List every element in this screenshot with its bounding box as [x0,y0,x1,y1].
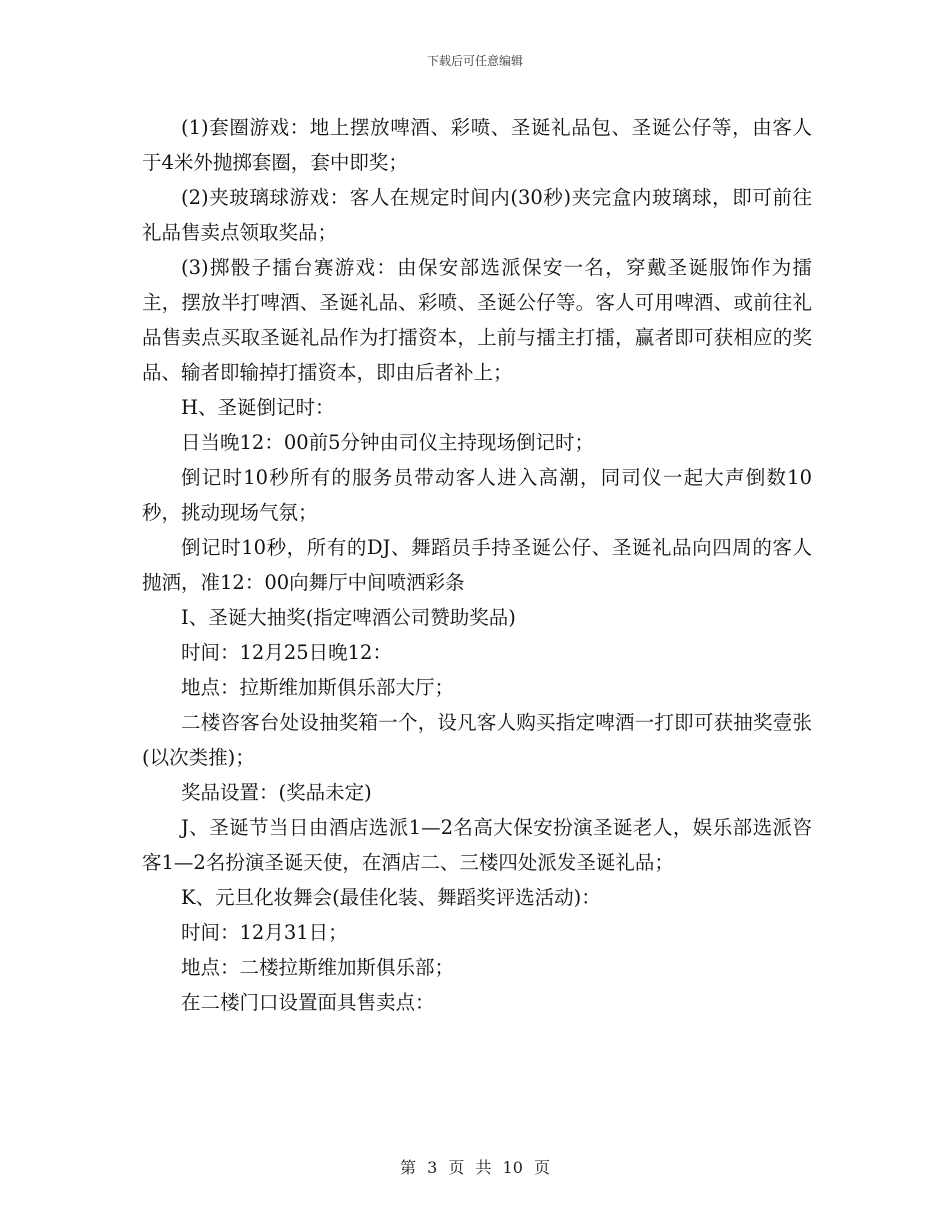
paragraph-party-time: 时间：12月31日； [181,921,348,944]
page-footer: 第 3 页 共 10 页 [400,1158,550,1177]
paragraph-countdown-host: 日当晚12：00前5分钟由司仪主持现场倒记时； [181,431,595,454]
paragraph-section-j: J、圣诞节当日由酒店选派1—2名高大保安扮演圣诞老人，娱乐部选派咨客1—2名扮演圣诞天使，在酒店二、三楼四处派发圣诞礼品； [142,816,812,874]
paragraph-ring-toss: (1)套圈游戏：地上摆放啤酒、彩喷、圣诞礼品包、圣诞公仔等，由客人于4米外抛掷套圈，套中即奖； [142,116,812,174]
paragraph-lottery-box: 二楼咨客台处设抽奖箱一个，设凡客人购买指定啤酒一打即可获抽奖壹张(以次类推)； [142,711,812,769]
paragraph-mask-stand: 在二楼门口设置面具售卖点： [181,991,435,1014]
document-body [142,110,812,1020]
paragraph-countdown-dj: 倒记时10秒，所有的DJ、舞蹈员手持圣诞公仔、圣诞礼品向四周的客人抛洒，准12：00向舞厅中间喷洒彩条 [142,536,812,594]
paragraph-section-i: I、圣诞大抽奖(指定啤酒公司赞助奖品) [181,606,516,629]
paragraph-glass-ball: (2)夹玻璃球游戏：客人在规定时间内(30秒)夹完盒内玻璃球，即可前往礼品售卖点领取奖品； [142,186,812,244]
paragraph-lottery-time: 时间：12月25日晚12： [181,641,392,664]
paragraph-party-place: 地点：二楼拉斯维加斯俱乐部； [181,956,455,979]
paragraph-section-h: H、圣诞倒记时： [181,396,335,419]
paragraph-countdown-staff: 倒记时10秒所有的服务员带动客人进入高潮，同司仪一起大声倒数10秒，挑动现场气氛； [142,466,812,524]
paragraph-dice-challenge: (3)掷骰子擂台赛游戏：由保安部选派保安一名，穿戴圣诞服饰作为擂主，摆放半打啤酒、圣诞礼品、彩喷、圣诞公仔等。客人可用啤酒、或前往礼品售卖点买取圣诞礼品作为打擂资本，上前与擂主打擂，赢者即可获相应的奖品、输者即输掉打擂资本，即由后者补上； [142,256,812,384]
page-header: 下载后可任意编辑 [426,54,523,68]
paragraph-section-k: K、元旦化妆舞会(最佳化装、舞蹈奖评选活动)： [181,886,601,909]
paragraph-lottery-place: 地点：拉斯维加斯俱乐部大厅； [181,676,455,699]
paragraph-prize-setting: 奖品设置：(奖品未定) [181,781,372,804]
